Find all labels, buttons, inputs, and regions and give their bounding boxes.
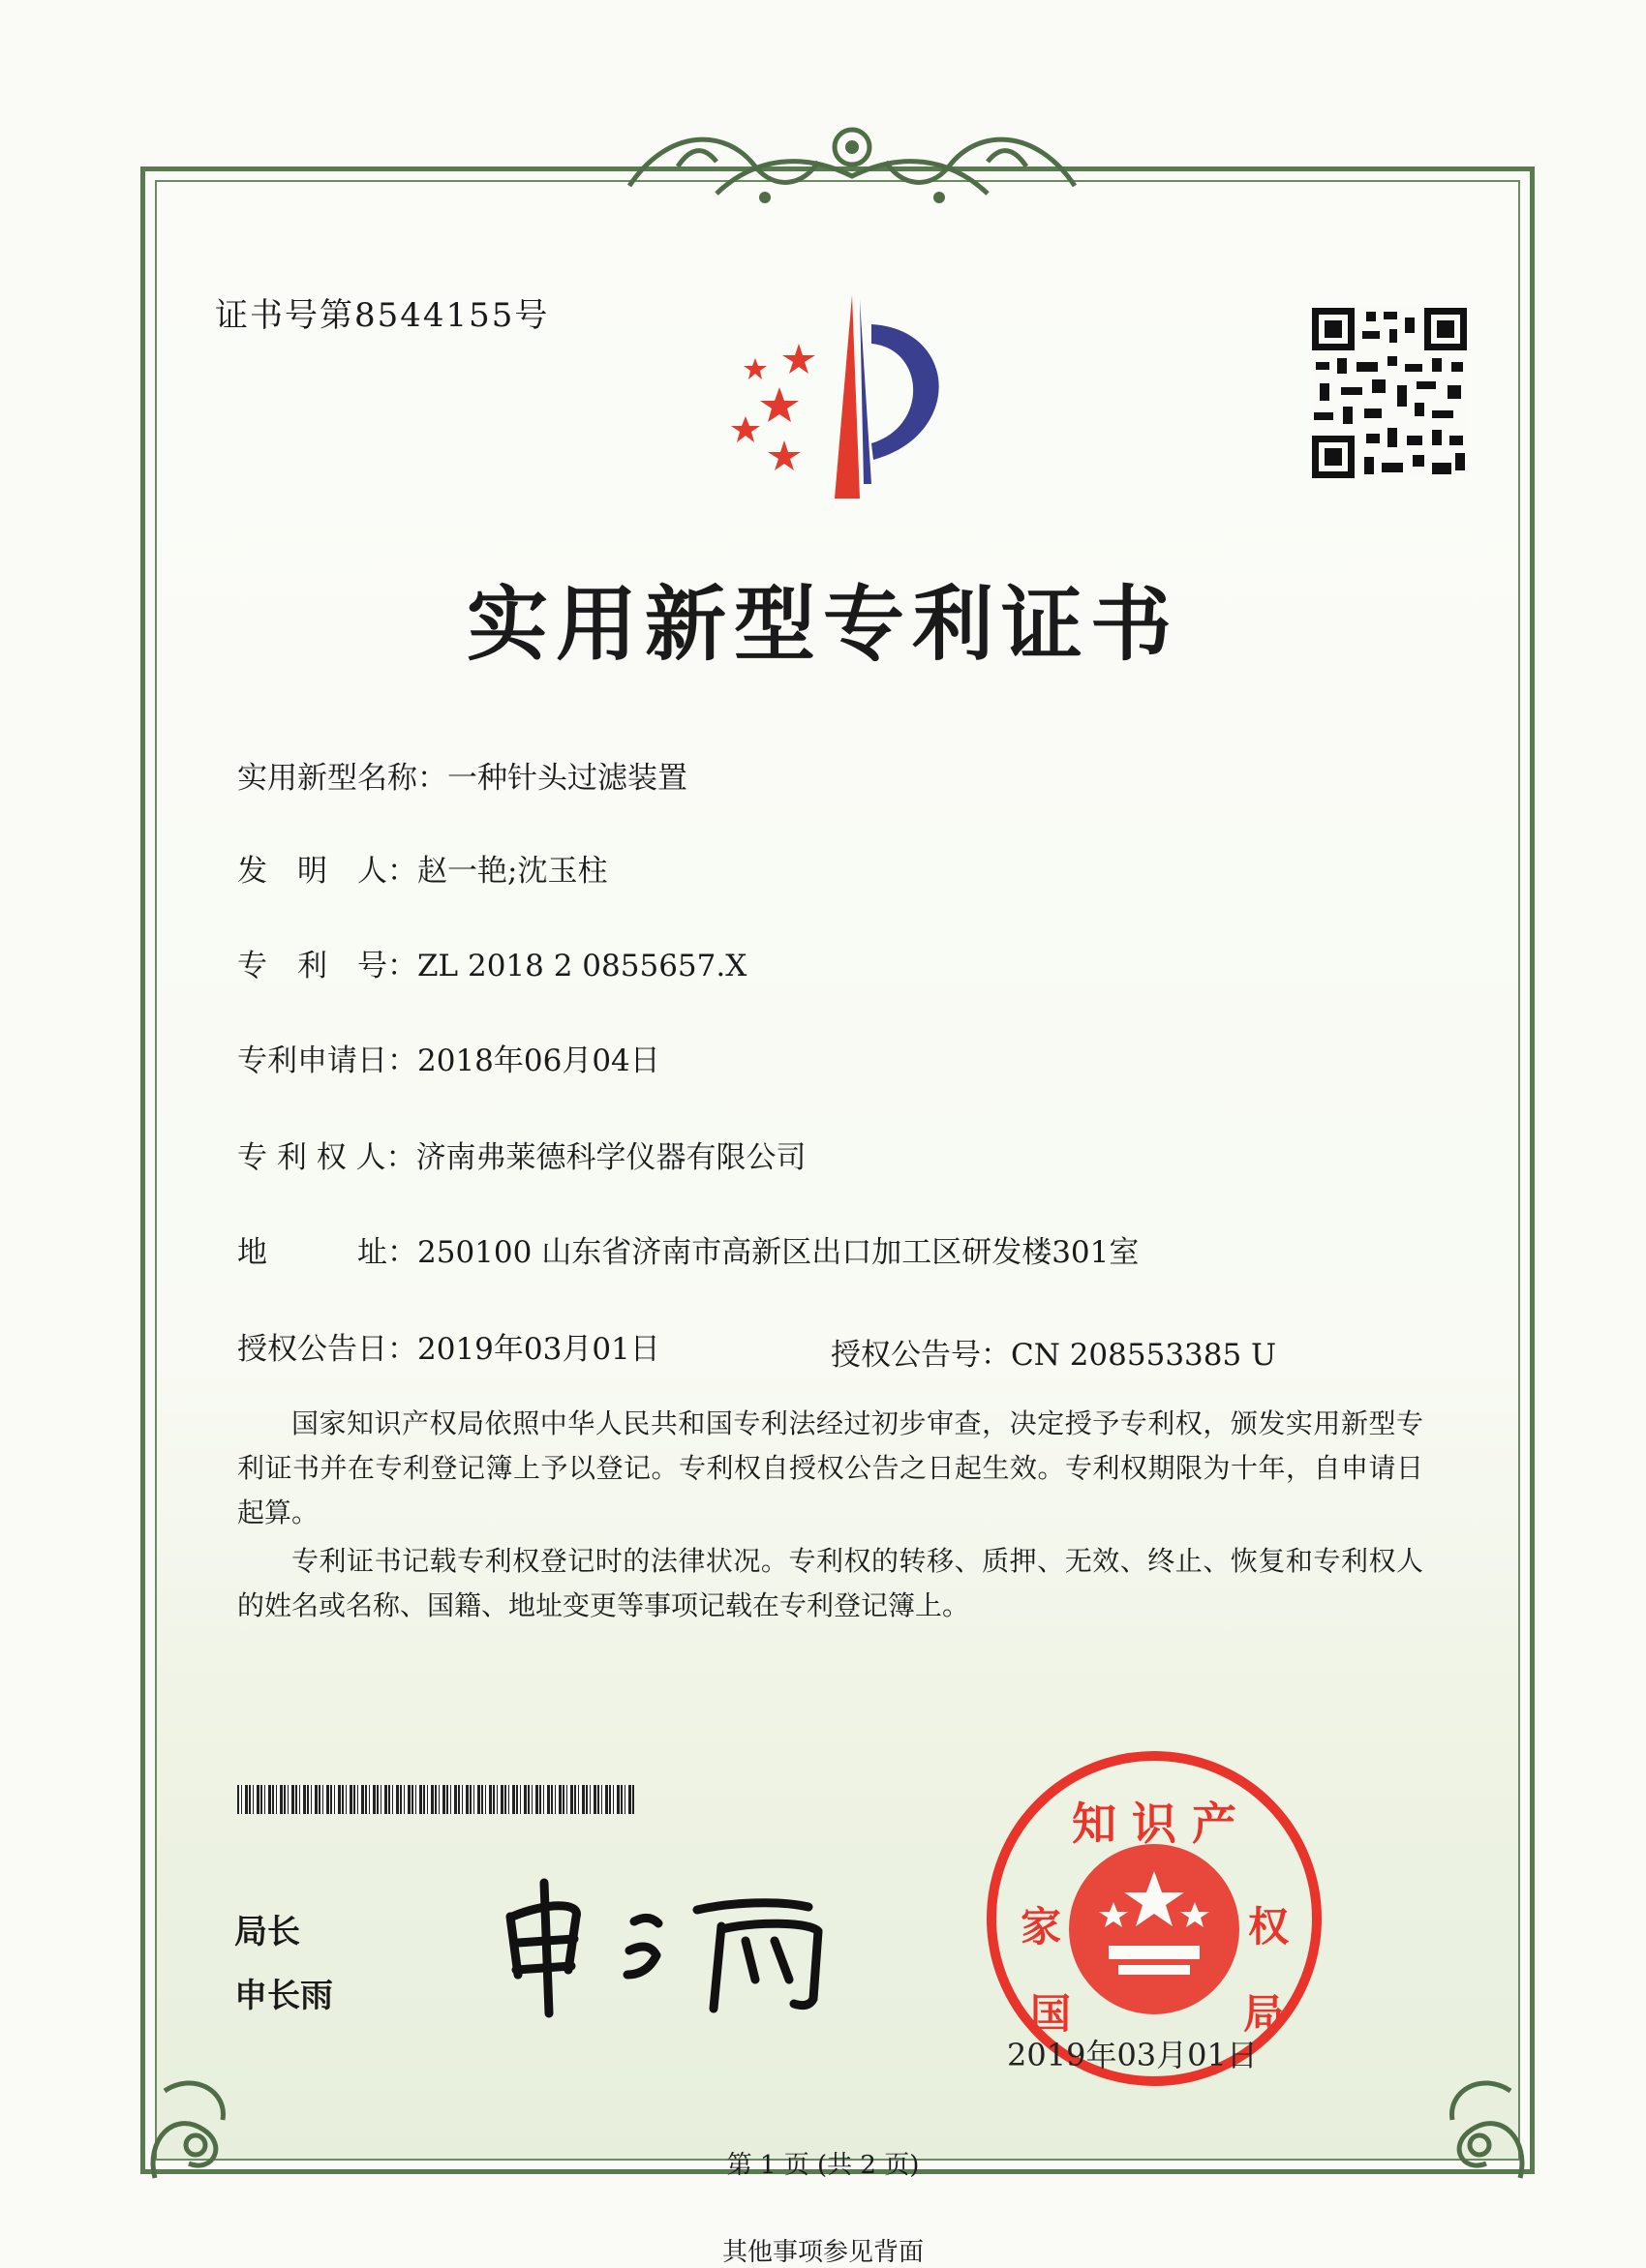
- field-address: [237, 1227, 1139, 1271]
- svg-text:国: 国: [1029, 1990, 1072, 2038]
- certificate-number: 证书号第8544155号: [215, 296, 550, 335]
- certificate-title: 实用新型专利证书: [466, 577, 1179, 672]
- field-value: 赵一艳;沈玉柱: [417, 854, 608, 889]
- field-grant-number: [831, 1330, 1276, 1374]
- director-signature: [489, 1873, 847, 2022]
- svg-text:知 识 产: 知 识 产: [1071, 1798, 1237, 1850]
- field-label: 授权公告号：: [831, 1338, 1011, 1373]
- field-patentee: [237, 1133, 807, 1176]
- field-label: 专利申请日：: [237, 1043, 417, 1078]
- field-value: 一种针头过滤装置: [447, 761, 687, 796]
- page-indicator: 第 1 页 (共 2 页): [726, 2151, 920, 2180]
- director-name: 申长雨: [234, 1977, 333, 2015]
- field-patent-number: [237, 941, 747, 984]
- seal-date: 2019年03月01日: [1007, 2037, 1258, 2073]
- field-grant-date: [237, 1324, 660, 1368]
- director-title: 局长: [234, 1913, 300, 1951]
- field-utility-model-name: [237, 753, 687, 797]
- field-inventor: [237, 846, 607, 890]
- barcode: [237, 1785, 634, 1814]
- field-label: 专 利 号：: [237, 949, 417, 983]
- field-label: 专 利 权 人：: [237, 1140, 416, 1175]
- field-value: ZL 2018 2 0855657.X: [417, 949, 747, 983]
- field-label: 地 址：: [237, 1235, 417, 1270]
- statement-paragraph-2: 专利证书记载专利权登记时的法律状况。专利权的转移、质押、无效、终止、恢复和专利权人的姓名或名称、国籍、地址变更等事项记载在专利登记簿上。: [237, 1545, 1423, 1621]
- field-value: CN 208553385 U: [1011, 1338, 1277, 1373]
- field-label: 发 明 人：: [237, 854, 417, 889]
- field-filing-date: [237, 1036, 660, 1079]
- svg-text:权: 权: [1247, 1903, 1290, 1950]
- top-ornament: [610, 108, 1094, 215]
- field-value: 济南弗莱德科学仪器有限公司: [415, 1140, 807, 1175]
- qr-code-icon: [1312, 308, 1467, 482]
- footer-note: 其他事项参见背面: [721, 2238, 924, 2267]
- field-value: 2018年06月04日: [417, 1043, 660, 1078]
- field-value: 2019年03月01日: [417, 1332, 660, 1367]
- field-label: 实用新型名称：: [237, 761, 447, 796]
- svg-text:家: 家: [1020, 1903, 1062, 1950]
- field-value: 250100 山东省济南市高新区出口加工区研发楼301室: [417, 1235, 1140, 1270]
- cnipa-logo-icon: [726, 290, 968, 512]
- statement-paragraph-1: 国家知识产权局依照中华人民共和国专利法经过初步审查，决定授予专利权，颁发实用新型专利证书并在专利登记簿上予以登记。专利权自授权公告之日起生效。专利权期限为十年，自申请日起算。: [237, 1407, 1423, 1528]
- field-label: 授权公告日：: [237, 1332, 417, 1367]
- svg-text:局: 局: [1242, 1990, 1285, 2038]
